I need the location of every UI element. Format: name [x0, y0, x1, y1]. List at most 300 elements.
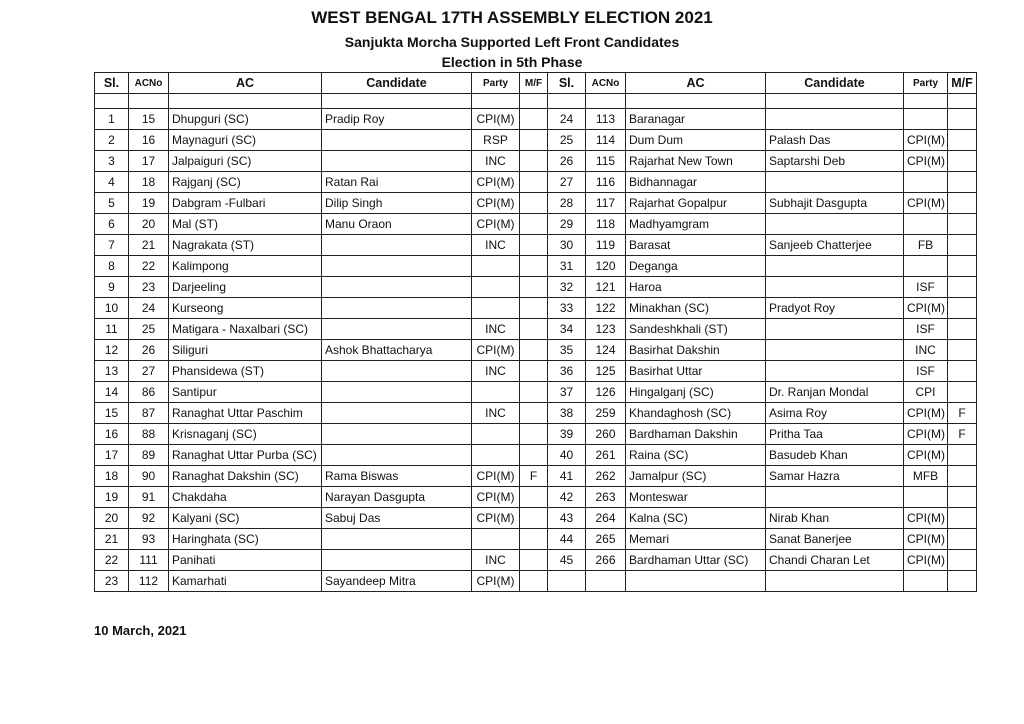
col-header: Party [904, 73, 948, 94]
cell-ac [626, 571, 766, 592]
document-date: 10 March, 2021 [94, 623, 187, 638]
cell-acno: 90 [129, 466, 169, 487]
cell-party [472, 424, 520, 445]
cell-candidate [322, 319, 472, 340]
cell-acno: 87 [129, 403, 169, 424]
cell-ac: Madhyamgram [626, 214, 766, 235]
cell-acno: 264 [586, 508, 626, 529]
cell-candidate [766, 319, 904, 340]
cell-mf [948, 550, 977, 571]
table-row [95, 193, 977, 214]
cell-party [904, 571, 948, 592]
cell-party: CPI(M) [904, 193, 948, 214]
cell-mf [520, 508, 548, 529]
cell-sl: 8 [95, 256, 129, 277]
cell-ac: Basirhat Dakshin [626, 340, 766, 361]
cell-sl: 36 [548, 361, 586, 382]
cell-sl: 13 [95, 361, 129, 382]
cell-mf [520, 193, 548, 214]
cell-ac: Santipur [169, 382, 322, 403]
table-row [95, 235, 977, 256]
blank-row [95, 94, 977, 109]
cell-acno: 262 [586, 466, 626, 487]
cell-acno: 23 [129, 277, 169, 298]
cell-ac: Rajganj (SC) [169, 172, 322, 193]
cell-candidate: Narayan Dasgupta [322, 487, 472, 508]
cell-mf [948, 172, 977, 193]
cell-party: CPI(M) [472, 214, 520, 235]
cell-ac: Kalyani (SC) [169, 508, 322, 529]
cell-mf [520, 130, 548, 151]
cell-ac: Panihati [169, 550, 322, 571]
cell-ac: Kurseong [169, 298, 322, 319]
col-header: Party [472, 73, 520, 94]
cell-ac: Dabgram -Fulbari [169, 193, 322, 214]
cell-sl: 22 [95, 550, 129, 571]
cell-acno: 89 [129, 445, 169, 466]
cell-mf [520, 256, 548, 277]
cell-acno: 92 [129, 508, 169, 529]
cell-mf [520, 340, 548, 361]
cell-ac: Kalna (SC) [626, 508, 766, 529]
col-header: Candidate [322, 73, 472, 94]
cell-ac: Kalimpong [169, 256, 322, 277]
header-row [95, 73, 977, 94]
cell-sl: 38 [548, 403, 586, 424]
cell-mf [948, 340, 977, 361]
cell-ac: Bidhannagar [626, 172, 766, 193]
cell-candidate [766, 172, 904, 193]
cell-sl: 3 [95, 151, 129, 172]
cell-mf [948, 235, 977, 256]
cell-ac: Haringhata (SC) [169, 529, 322, 550]
cell-candidate [322, 550, 472, 571]
cell-candidate [766, 340, 904, 361]
cell-sl: 1 [95, 109, 129, 130]
cell-party [904, 109, 948, 130]
cell-mf [520, 571, 548, 592]
cell-party: CPI(M) [904, 424, 948, 445]
cell-candidate: Asima Roy [766, 403, 904, 424]
cell-candidate: Palash Das [766, 130, 904, 151]
cell-ac: Haroa [626, 277, 766, 298]
cell-candidate [766, 277, 904, 298]
cell-party: FB [904, 235, 948, 256]
cell-candidate [322, 235, 472, 256]
cell-party: CPI(M) [472, 508, 520, 529]
cell-acno: 25 [129, 319, 169, 340]
cell-party: CPI(M) [904, 130, 948, 151]
cell-acno: 126 [586, 382, 626, 403]
cell-sl: 2 [95, 130, 129, 151]
cell-acno: 15 [129, 109, 169, 130]
cell-sl: 39 [548, 424, 586, 445]
cell-acno: 124 [586, 340, 626, 361]
table-row [95, 487, 977, 508]
cell-party [472, 298, 520, 319]
cell-acno: 17 [129, 151, 169, 172]
cell-acno: 117 [586, 193, 626, 214]
table-row [95, 319, 977, 340]
cell-mf [520, 277, 548, 298]
cell-party: INC [472, 403, 520, 424]
cell-mf [948, 193, 977, 214]
table-row [95, 571, 977, 592]
cell-sl: 9 [95, 277, 129, 298]
cell-ac: Dum Dum [626, 130, 766, 151]
cell-mf [948, 319, 977, 340]
cell-sl: 33 [548, 298, 586, 319]
table-row [95, 361, 977, 382]
cell-candidate [322, 403, 472, 424]
cell-sl: 40 [548, 445, 586, 466]
cell-sl: 42 [548, 487, 586, 508]
table-row [95, 508, 977, 529]
cell-acno: 19 [129, 193, 169, 214]
cell-party: CPI(M) [472, 571, 520, 592]
cell-ac: Jalpaiguri (SC) [169, 151, 322, 172]
table-row [95, 550, 977, 571]
candidates-table [94, 72, 977, 592]
cell-candidate [322, 382, 472, 403]
cell-party: INC [472, 151, 520, 172]
cell-acno: 266 [586, 550, 626, 571]
cell-candidate [322, 361, 472, 382]
cell-sl: 16 [95, 424, 129, 445]
cell-candidate: Subhajit Dasgupta [766, 193, 904, 214]
cell-party: INC [472, 361, 520, 382]
table-row [95, 214, 977, 235]
cell-ac: Ranaghat Dakshin (SC) [169, 466, 322, 487]
cell-ac: Phansidewa (ST) [169, 361, 322, 382]
col-header: ACNo [129, 73, 169, 94]
cell-ac: Bardhaman Dakshin [626, 424, 766, 445]
cell-candidate [322, 298, 472, 319]
cell-party: MFB [904, 466, 948, 487]
cell-party: RSP [472, 130, 520, 151]
cell-ac: Hingalganj (SC) [626, 382, 766, 403]
cell-acno: 263 [586, 487, 626, 508]
cell-candidate: Pradyot Roy [766, 298, 904, 319]
cell-candidate: Nirab Khan [766, 508, 904, 529]
cell-candidate: Pritha Taa [766, 424, 904, 445]
table-row [95, 403, 977, 424]
cell-sl: 32 [548, 277, 586, 298]
cell-sl: 34 [548, 319, 586, 340]
cell-mf [948, 256, 977, 277]
cell-mf [520, 550, 548, 571]
cell-acno: 119 [586, 235, 626, 256]
cell-candidate [322, 130, 472, 151]
cell-ac: Rajarhat Gopalpur [626, 193, 766, 214]
cell-mf: F [520, 466, 548, 487]
cell-ac: Raina (SC) [626, 445, 766, 466]
cell-ac: Memari [626, 529, 766, 550]
cell-mf [520, 382, 548, 403]
col-header: AC [626, 73, 766, 94]
cell-sl: 41 [548, 466, 586, 487]
cell-sl: 29 [548, 214, 586, 235]
cell-sl: 4 [95, 172, 129, 193]
table-row [95, 277, 977, 298]
cell-candidate: Chandi Charan Let [766, 550, 904, 571]
cell-ac: Baranagar [626, 109, 766, 130]
cell-acno: 265 [586, 529, 626, 550]
cell-candidate: Sanjeeb Chatterjee [766, 235, 904, 256]
cell-party: CPI(M) [472, 193, 520, 214]
cell-acno: 120 [586, 256, 626, 277]
cell-acno: 114 [586, 130, 626, 151]
cell-party: CPI(M) [904, 550, 948, 571]
cell-mf [520, 403, 548, 424]
table-row [95, 382, 977, 403]
cell-candidate: Rama Biswas [322, 466, 472, 487]
cell-mf [948, 466, 977, 487]
cell-sl: 17 [95, 445, 129, 466]
cell-sl: 5 [95, 193, 129, 214]
cell-candidate [766, 571, 904, 592]
cell-acno: 86 [129, 382, 169, 403]
cell-party: INC [472, 319, 520, 340]
cell-party: CPI(M) [904, 403, 948, 424]
cell-mf [948, 382, 977, 403]
cell-sl: 35 [548, 340, 586, 361]
cell-candidate [322, 151, 472, 172]
cell-mf [948, 109, 977, 130]
cell-acno: 118 [586, 214, 626, 235]
cell-acno: 125 [586, 361, 626, 382]
cell-ac: Nagrakata (ST) [169, 235, 322, 256]
cell-sl: 25 [548, 130, 586, 151]
cell-candidate [766, 214, 904, 235]
table-row [95, 130, 977, 151]
cell-acno: 259 [586, 403, 626, 424]
cell-party: CPI(M) [904, 529, 948, 550]
cell-mf [520, 109, 548, 130]
table-row [95, 256, 977, 277]
cell-party: CPI(M) [472, 466, 520, 487]
cell-party: CPI(M) [904, 445, 948, 466]
cell-acno: 18 [129, 172, 169, 193]
cell-party: CPI(M) [904, 508, 948, 529]
col-header: Sl. [95, 73, 129, 94]
cell-acno: 24 [129, 298, 169, 319]
cell-mf [520, 235, 548, 256]
table-row [95, 424, 977, 445]
cell-party [472, 277, 520, 298]
cell-ac: Maynaguri (SC) [169, 130, 322, 151]
cell-acno: 20 [129, 214, 169, 235]
cell-mf [948, 508, 977, 529]
cell-sl [548, 571, 586, 592]
cell-acno: 16 [129, 130, 169, 151]
document-title: WEST BENGAL 17TH ASSEMBLY ELECTION 2021 [311, 8, 713, 27]
cell-mf: F [948, 424, 977, 445]
cell-party: INC [472, 235, 520, 256]
cell-party: CPI(M) [472, 487, 520, 508]
cell-sl: 19 [95, 487, 129, 508]
cell-sl: 31 [548, 256, 586, 277]
cell-acno: 115 [586, 151, 626, 172]
cell-acno: 112 [129, 571, 169, 592]
cell-mf [520, 151, 548, 172]
cell-ac: Minakhan (SC) [626, 298, 766, 319]
cell-mf [520, 424, 548, 445]
cell-mf [948, 277, 977, 298]
col-header: AC [169, 73, 322, 94]
cell-party [904, 487, 948, 508]
cell-sl: 45 [548, 550, 586, 571]
cell-sl: 7 [95, 235, 129, 256]
cell-party [904, 256, 948, 277]
cell-ac: Kamarhati [169, 571, 322, 592]
cell-candidate: Basudeb Khan [766, 445, 904, 466]
cell-mf [948, 487, 977, 508]
table-row [95, 445, 977, 466]
cell-mf [520, 487, 548, 508]
cell-mf [520, 361, 548, 382]
cell-acno: 116 [586, 172, 626, 193]
cell-sl: 43 [548, 508, 586, 529]
cell-candidate [766, 109, 904, 130]
document-phase: Election in 5th Phase [441, 54, 583, 70]
cell-ac: Bardhaman Uttar (SC) [626, 550, 766, 571]
cell-ac: Ranaghat Uttar Purba (SC) [169, 445, 322, 466]
cell-sl: 11 [95, 319, 129, 340]
cell-acno: 88 [129, 424, 169, 445]
cell-sl: 26 [548, 151, 586, 172]
col-header: Sl. [548, 73, 586, 94]
cell-ac: Matigara - Naxalbari (SC) [169, 319, 322, 340]
cell-party: CPI(M) [904, 151, 948, 172]
cell-acno: 22 [129, 256, 169, 277]
cell-sl: 21 [95, 529, 129, 550]
cell-party [472, 445, 520, 466]
cell-candidate [766, 361, 904, 382]
cell-mf [520, 214, 548, 235]
cell-acno: 91 [129, 487, 169, 508]
cell-mf [948, 529, 977, 550]
cell-mf [948, 445, 977, 466]
cell-acno: 121 [586, 277, 626, 298]
cell-party: CPI(M) [904, 298, 948, 319]
cell-sl: 10 [95, 298, 129, 319]
cell-sl: 24 [548, 109, 586, 130]
cell-candidate [322, 445, 472, 466]
table-row [95, 151, 977, 172]
cell-party [472, 529, 520, 550]
cell-candidate [322, 424, 472, 445]
cell-ac: Jamalpur (SC) [626, 466, 766, 487]
cell-sl: 30 [548, 235, 586, 256]
cell-acno: 21 [129, 235, 169, 256]
cell-candidate: Ratan Rai [322, 172, 472, 193]
cell-party: CPI(M) [472, 109, 520, 130]
cell-party: CPI(M) [472, 340, 520, 361]
cell-ac: Monteswar [626, 487, 766, 508]
cell-party [904, 172, 948, 193]
cell-candidate: Manu Oraon [322, 214, 472, 235]
cell-acno: 113 [586, 109, 626, 130]
cell-sl: 14 [95, 382, 129, 403]
cell-sl: 37 [548, 382, 586, 403]
cell-party: CPI(M) [472, 172, 520, 193]
cell-sl: 27 [548, 172, 586, 193]
cell-ac: Chakdaha [169, 487, 322, 508]
cell-ac: Mal (ST) [169, 214, 322, 235]
cell-ac: Krisnaganj (SC) [169, 424, 322, 445]
col-header: ACNo [586, 73, 626, 94]
cell-candidate: Pradip Roy [322, 109, 472, 130]
cell-ac: Rajarhat New Town [626, 151, 766, 172]
cell-candidate: Dilip Singh [322, 193, 472, 214]
cell-sl: 15 [95, 403, 129, 424]
cell-ac: Darjeeling [169, 277, 322, 298]
cell-ac: Khandaghosh (SC) [626, 403, 766, 424]
cell-acno: 122 [586, 298, 626, 319]
table-row [95, 340, 977, 361]
cell-acno [586, 571, 626, 592]
cell-acno: 261 [586, 445, 626, 466]
table-row [95, 529, 977, 550]
cell-ac: Siliguri [169, 340, 322, 361]
cell-party: ISF [904, 319, 948, 340]
cell-sl: 28 [548, 193, 586, 214]
cell-party: INC [904, 340, 948, 361]
cell-sl: 44 [548, 529, 586, 550]
cell-candidate: Samar Hazra [766, 466, 904, 487]
cell-mf [520, 172, 548, 193]
table-row [95, 109, 977, 130]
cell-acno: 260 [586, 424, 626, 445]
cell-mf [948, 571, 977, 592]
col-header: M/F [520, 73, 548, 94]
cell-candidate [766, 487, 904, 508]
cell-party: INC [472, 550, 520, 571]
cell-mf: F [948, 403, 977, 424]
table-row [95, 466, 977, 487]
cell-sl: 18 [95, 466, 129, 487]
cell-mf [948, 214, 977, 235]
cell-sl: 20 [95, 508, 129, 529]
cell-acno: 111 [129, 550, 169, 571]
cell-party: ISF [904, 361, 948, 382]
cell-ac: Deganga [626, 256, 766, 277]
cell-candidate: Ashok Bhattacharya [322, 340, 472, 361]
cell-acno: 93 [129, 529, 169, 550]
cell-candidate [322, 256, 472, 277]
cell-candidate: Dr. Ranjan Mondal [766, 382, 904, 403]
cell-candidate: Sanat Banerjee [766, 529, 904, 550]
cell-candidate [322, 529, 472, 550]
cell-party: ISF [904, 277, 948, 298]
cell-sl: 23 [95, 571, 129, 592]
table-row [95, 172, 977, 193]
cell-mf [520, 445, 548, 466]
cell-party [472, 256, 520, 277]
cell-mf [948, 361, 977, 382]
cell-candidate: Sayandeep Mitra [322, 571, 472, 592]
cell-ac: Barasat [626, 235, 766, 256]
cell-ac: Basirhat Uttar [626, 361, 766, 382]
cell-mf [948, 130, 977, 151]
cell-candidate: Saptarshi Deb [766, 151, 904, 172]
cell-candidate [766, 256, 904, 277]
cell-candidate [322, 277, 472, 298]
cell-candidate: Sabuj Das [322, 508, 472, 529]
table-row [95, 298, 977, 319]
cell-party: CPI [904, 382, 948, 403]
